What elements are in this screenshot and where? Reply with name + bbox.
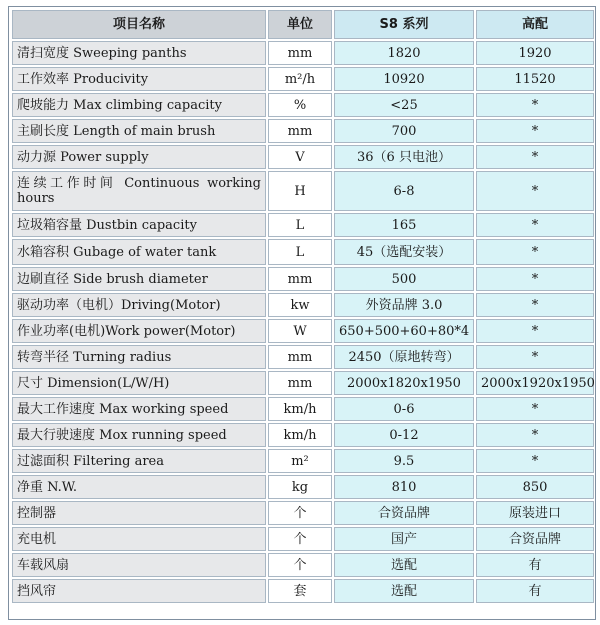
header-unit: 单位 — [268, 10, 332, 39]
row-unit: H — [268, 171, 332, 211]
row-s8-value: 0-6 — [334, 397, 474, 421]
row-name: 清扫宽度 Sweeping panths — [12, 41, 266, 65]
row-unit: L — [268, 239, 332, 265]
row-unit: W — [268, 319, 332, 343]
row-high-value: * — [476, 319, 594, 343]
row-s8-value: 1820 — [334, 41, 474, 65]
row-unit: mm — [268, 41, 332, 65]
row-s8-value: 选配 — [334, 579, 474, 603]
row-s8-value: 45（选配安装） — [334, 239, 474, 265]
row-high-value: * — [476, 449, 594, 473]
row-unit: 套 — [268, 579, 332, 603]
table-row — [12, 145, 594, 169]
row-unit: 个 — [268, 553, 332, 577]
table-row — [12, 527, 594, 551]
table-row — [12, 371, 594, 395]
row-unit: % — [268, 93, 332, 117]
row-high-value: 有 — [476, 579, 594, 603]
table-row — [12, 119, 594, 143]
row-s8-value: 500 — [334, 267, 474, 291]
table-row — [12, 345, 594, 369]
row-name: 尺寸 Dimension(L/W/H) — [12, 371, 266, 395]
row-s8-value: 165 — [334, 213, 474, 237]
row-s8-value: 9.5 — [334, 449, 474, 473]
row-high-value: 有 — [476, 553, 594, 577]
row-high-value: * — [476, 145, 594, 169]
row-s8-value: 国产 — [334, 527, 474, 551]
row-s8-value: 700 — [334, 119, 474, 143]
row-s8-value: 2000x1820x1950 — [334, 371, 474, 395]
row-unit: 个 — [268, 501, 332, 525]
row-high-value: 合资品牌 — [476, 527, 594, 551]
table-row — [12, 293, 594, 317]
row-name: 最大行驶速度 Mox running speed — [12, 423, 266, 447]
row-s8-value: 0-12 — [334, 423, 474, 447]
row-unit: km/h — [268, 397, 332, 421]
row-high-value: * — [476, 423, 594, 447]
table-row — [12, 397, 594, 421]
row-unit: V — [268, 145, 332, 169]
spec-table — [10, 8, 596, 605]
row-high-value: 2000x1920x1950 — [476, 371, 594, 395]
row-name: 连续工作时间 Continuous working hours — [12, 171, 266, 211]
row-unit: km/h — [268, 423, 332, 447]
row-name: 动力源 Power supply — [12, 145, 266, 169]
row-s8-value: <25 — [334, 93, 474, 117]
row-name: 作业功率(电机)Work power(Motor) — [12, 319, 266, 343]
table-row — [12, 501, 594, 525]
row-high-value: * — [476, 213, 594, 237]
header-s8-series: S8 系列 — [334, 10, 474, 39]
row-name: 垃圾箱容量 Dustbin capacity — [12, 213, 266, 237]
row-unit: mm — [268, 345, 332, 369]
row-high-value: * — [476, 93, 594, 117]
row-s8-value: 6-8 — [334, 171, 474, 211]
table-row — [12, 267, 594, 291]
row-s8-value: 2450（原地转弯） — [334, 345, 474, 369]
row-high-value: 1920 — [476, 41, 594, 65]
row-high-value: * — [476, 239, 594, 265]
table-row — [12, 213, 594, 237]
row-unit: mm — [268, 371, 332, 395]
row-s8-value: 合资品牌 — [334, 501, 474, 525]
row-name: 过滤面积 Filtering area — [12, 449, 266, 473]
row-unit: kg — [268, 475, 332, 499]
header-item-name: 项目名称 — [12, 10, 266, 39]
row-name: 净重 N.W. — [12, 475, 266, 499]
row-unit: m² — [268, 449, 332, 473]
row-s8-value: 36（6 只电池） — [334, 145, 474, 169]
row-high-value: * — [476, 397, 594, 421]
table-row — [12, 423, 594, 447]
row-name: 驱动功率（电机）Driving(Motor) — [12, 293, 266, 317]
table-row — [12, 579, 594, 603]
row-high-value: * — [476, 119, 594, 143]
row-name: 水箱容积 Gubage of water tank — [12, 239, 266, 265]
row-s8-value: 外资品牌 3.0 — [334, 293, 474, 317]
table-row — [12, 171, 594, 211]
row-high-value: 850 — [476, 475, 594, 499]
table-row — [12, 239, 594, 265]
row-name: 爬坡能力 Max climbing capacity — [12, 93, 266, 117]
row-s8-value: 10920 — [334, 67, 474, 91]
table-row — [12, 67, 594, 91]
row-name: 工作效率 Producivity — [12, 67, 266, 91]
row-high-value: 11520 — [476, 67, 594, 91]
row-name: 边刷直径 Side brush diameter — [12, 267, 266, 291]
table-row — [12, 475, 594, 499]
row-high-value: * — [476, 293, 594, 317]
row-high-value: * — [476, 345, 594, 369]
table-row — [12, 93, 594, 117]
spec-table-frame — [8, 6, 596, 620]
table-row — [12, 41, 594, 65]
row-s8-value: 810 — [334, 475, 474, 499]
row-s8-value: 选配 — [334, 553, 474, 577]
row-unit: L — [268, 213, 332, 237]
table-row — [12, 553, 594, 577]
row-name: 车载风扇 — [12, 553, 266, 577]
table-row — [12, 319, 594, 343]
row-name: 控制器 — [12, 501, 266, 525]
row-name: 转弯半径 Turning radius — [12, 345, 266, 369]
row-unit: 个 — [268, 527, 332, 551]
row-high-value: * — [476, 267, 594, 291]
header-row — [12, 10, 594, 39]
row-name: 充电机 — [12, 527, 266, 551]
row-name: 挡风帘 — [12, 579, 266, 603]
row-unit: kw — [268, 293, 332, 317]
row-unit: mm — [268, 119, 332, 143]
row-name: 主刷长度 Length of main brush — [12, 119, 266, 143]
table-row — [12, 449, 594, 473]
row-high-value: 原装进口 — [476, 501, 594, 525]
row-s8-value: 650+500+60+80*4 — [334, 319, 474, 343]
row-name: 最大工作速度 Max working speed — [12, 397, 266, 421]
row-high-value: * — [476, 171, 594, 211]
header-high-config: 高配 — [476, 10, 594, 39]
row-unit: mm — [268, 267, 332, 291]
row-unit: m²/h — [268, 67, 332, 91]
